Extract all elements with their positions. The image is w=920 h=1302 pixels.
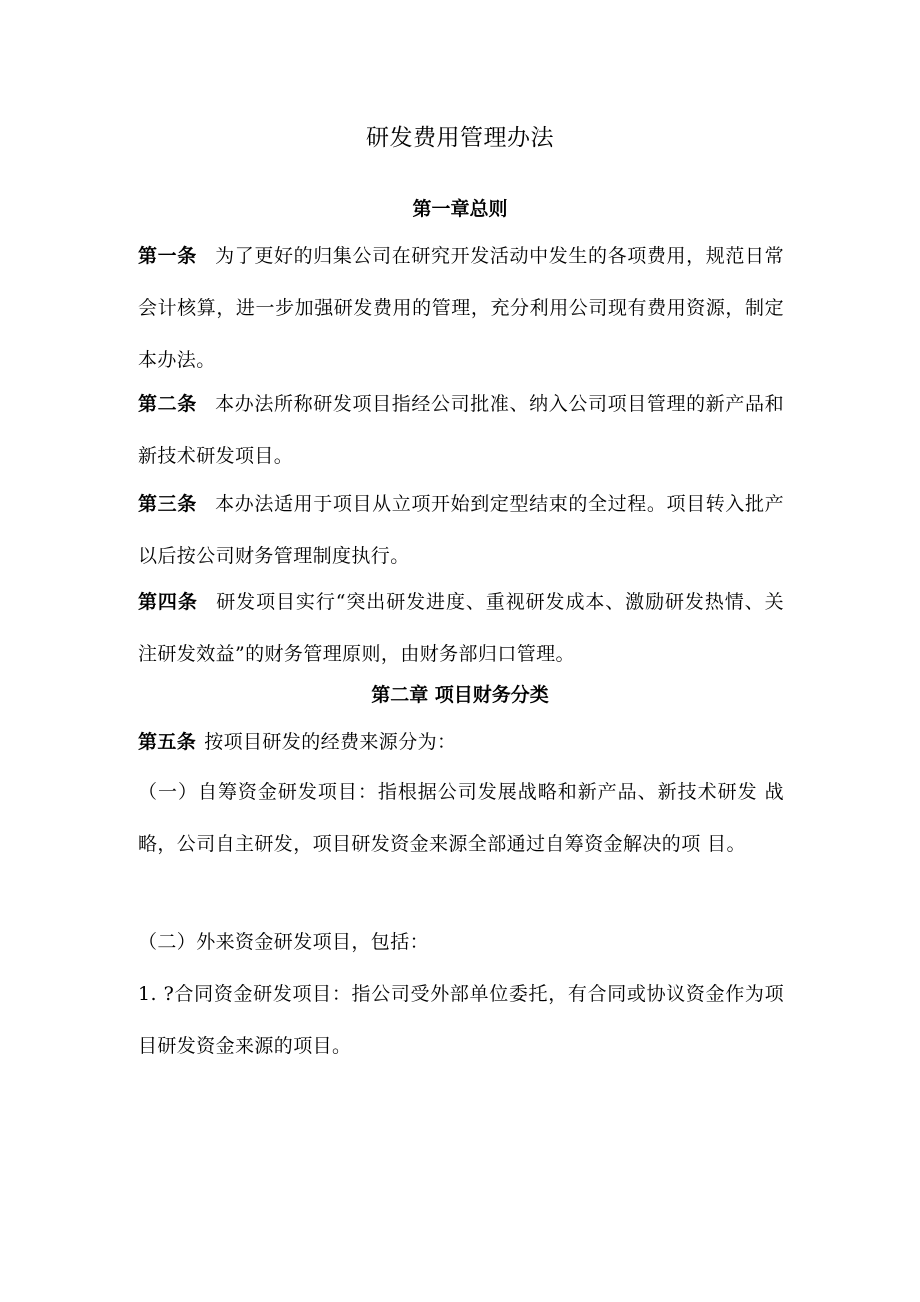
article-text: 为了更好的归集公司在研究开发活动中发生的各项费用，规范日常会计核算，进一步加强研发费用的管理，充分利用公司现有费用资源，制定本办法。 [138,245,784,371]
article-text: 本办法所称研发项目指经公司批准、纳入公司项目管理的新产品和新技术研发项目。 [138,393,784,467]
article-label: 第三条 [138,493,197,515]
list-item: 1. ?合同资金研发项目：指公司受外部单位委托，有合同或协议资金作为项目研发资金来源的项目。 [138,983,784,1057]
article-label: 第一条 [138,245,197,267]
article-label: 第二条 [138,393,197,415]
article-paragraph [138,576,784,680]
article-paragraph [138,378,784,482]
article-text: 按项目研发的经费来源分为： [204,731,457,753]
chapter-heading: 第一章总则 [412,198,508,220]
article-label: 第五条 [138,731,197,753]
chapter-heading: 第二章 项目财务分类 [371,684,549,706]
article-label: 第四条 [138,591,198,613]
article-paragraph [138,716,784,768]
list-item: （一）自筹资金研发项目：指根据公司发展战略和新产品、新技术研发 战略，公司自主研发，项目研发资金来源全部通过自筹资金解决的项 目。 [138,781,784,855]
article-text: 本办法适用于项目从立项开始到定型结束的全过程。项目转入批产以后按公司财务管理制度执行。 [138,493,784,567]
list-item: （二）外来资金研发项目，包括： [138,931,430,953]
article-text: 研发项目实行“突出研发进度、重视研发成本、激励研发热情、关注研发效益”的财务管理原则，由财务部归口管理。 [138,591,784,665]
article-paragraph [138,478,784,582]
document-title: 研发费用管理办法 [366,125,554,151]
article-paragraph [138,230,784,386]
